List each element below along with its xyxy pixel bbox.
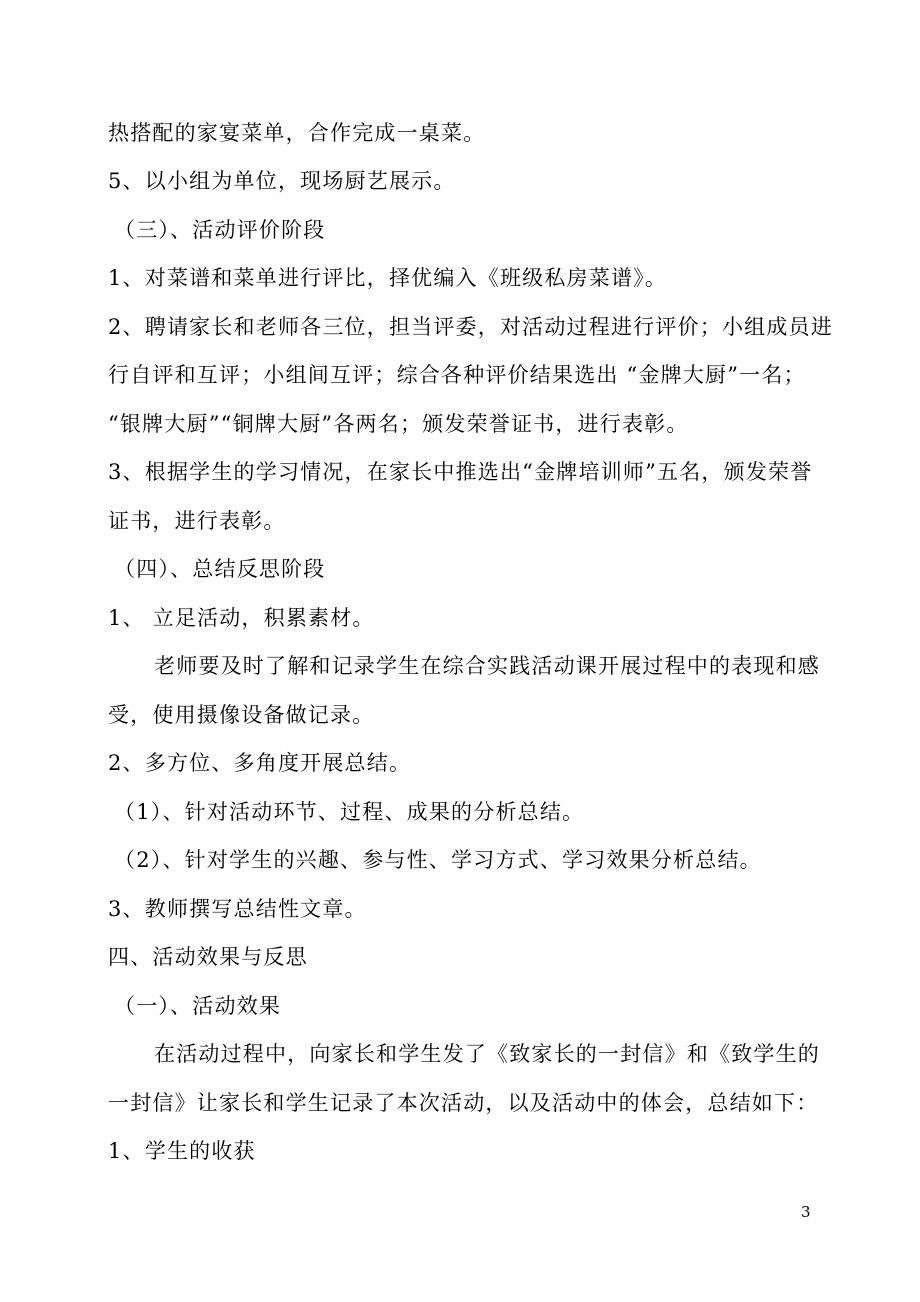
text-line-20: 在活动过程中，向家长和学生发了《致家长的一封信》和《致学生的 xyxy=(154,1042,820,1066)
text-line-4: 1、对菜谱和菜单进行评比，择优编入《班级私房菜谱》。 xyxy=(108,266,668,290)
page-number: 3 xyxy=(801,1203,811,1221)
text-line-7: “银牌大厨”“铜牌大厨”各两名；颁发荣誉证书，进行表彰。 xyxy=(108,412,689,436)
text-line-13: 受，使用摄像设备做记录。 xyxy=(108,703,375,727)
text-line-12: 老师要及时了解和记录学生在综合实践活动课开展过程中的表现和感 xyxy=(154,654,820,678)
text-line-5: 2、聘请家长和老师各三位，担当评委，对活动过程进行评价；小组成员进 xyxy=(108,315,833,339)
text-line-9: 证书，进行表彰。 xyxy=(108,509,286,533)
text-line-6: 行自评和互评；小组间互评；综合各种评价结果选出 “金牌大厨”一名； xyxy=(108,363,806,387)
subsection-heading-effects: （一）、活动效果 xyxy=(114,994,282,1018)
section-heading-effects: 四、活动效果与反思 xyxy=(108,945,308,969)
text-line-15: （1）、针对活动环节、过程、成果的分析总结。 xyxy=(114,800,585,824)
text-line-17: 3、教师撰写总结性文章。 xyxy=(108,897,367,921)
text-line-11: 1、 立足活动，积累素材。 xyxy=(108,606,375,630)
text-line-8: 3、根据学生的学习情况，在家长中推选出“金牌培训师”五名，颁发荣誉 xyxy=(108,460,813,484)
section-heading-evaluation: （三）、活动评价阶段 xyxy=(114,218,326,242)
text-line-2: 5、以小组为单位，现场厨艺展示。 xyxy=(108,169,456,193)
text-line-1: 热搭配的家宴菜单，合作完成一桌菜。 xyxy=(108,121,486,145)
text-line-22: 1、学生的收获 xyxy=(108,1139,256,1163)
text-line-14: 2、多方位、多角度开展总结。 xyxy=(108,751,412,775)
text-line-21: 一封信》让家长和学生记录了本次活动，以及活动中的体会，总结如下： xyxy=(108,1091,819,1115)
text-line-16: （2）、针对学生的兴趣、参与性、学习方式、学习效果分析总结。 xyxy=(114,848,762,872)
section-heading-reflection: （四）、总结反思阶段 xyxy=(114,557,326,581)
